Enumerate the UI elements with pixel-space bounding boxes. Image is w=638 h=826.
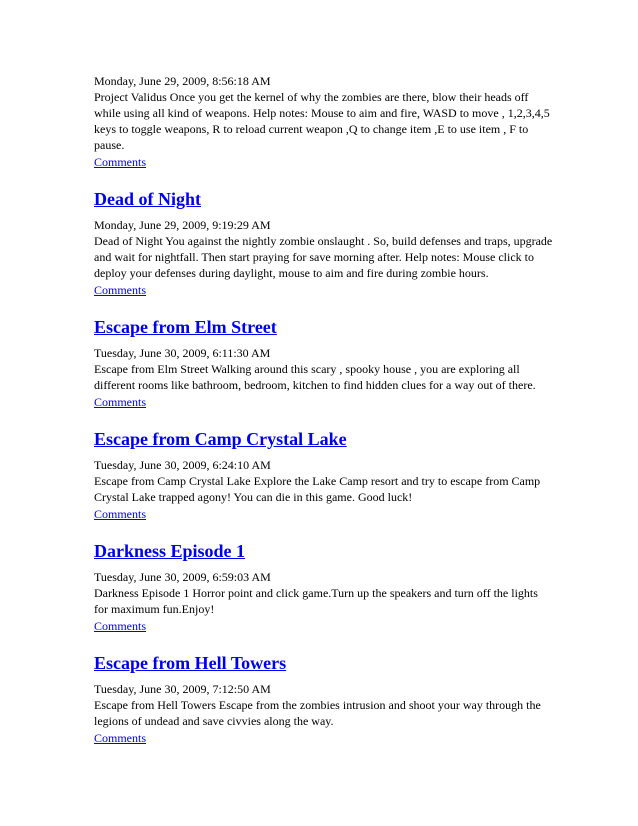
comments-link[interactable]: Comments — [94, 155, 147, 169]
comments-link[interactable]: Comments — [94, 395, 147, 409]
post-escape-from-camp-crystal-lake — [94, 428, 554, 523]
post-escape-from-hell-towers — [94, 652, 554, 747]
post-title-link[interactable]: Escape from Elm Street — [94, 317, 277, 337]
post-dead-of-night — [94, 188, 554, 299]
post-timestamp: Tuesday, June 30, 2009, 7:12:50 AM — [94, 682, 271, 696]
post-description: Project Validus Once you get the kernel of why the zombies are there, blow their heads off while using all kind of weapons. Help notes: Mouse to aim and fire, WASD to move , 1,2,3,4,5 keys to toggle weapons, R to reload current weapon ,Q to change item ,E to use item , F to pause. — [94, 90, 550, 152]
post-title-link[interactable]: Escape from Hell Towers — [94, 653, 287, 673]
post-title-link[interactable]: Escape from Camp Crystal Lake — [94, 429, 347, 449]
post-timestamp: Tuesday, June 30, 2009, 6:11:30 AM — [94, 346, 271, 360]
comments-link[interactable]: Comments — [94, 731, 147, 745]
blog-page — [94, 73, 554, 747]
post-intro — [94, 73, 554, 171]
comments-link[interactable]: Comments — [94, 283, 147, 297]
post-timestamp: Monday, June 29, 2009, 9:19:29 AM — [94, 218, 271, 232]
post-description: Escape from Elm Street Walking around this scary , spooky house , you are exploring all different rooms like bathroom, bedroom, kitchen to find hidden clues for a way out of there. — [94, 362, 536, 392]
post-escape-from-elm-street — [94, 316, 554, 411]
post-darkness-episode-1 — [94, 540, 554, 635]
post-description: Dead of Night You against the nightly zombie onslaught . So, build defenses and traps, upgrade and wait for nightfall. Then start praying for save morning after. Help notes: Mouse click to deploy your defenses during daylight, mouse to aim and fire during zombie hours. — [94, 234, 553, 280]
post-title-link[interactable]: Dead of Night — [94, 189, 201, 209]
post-description: Darkness Episode 1 Horror point and click game.Turn up the speakers and turn off the lights for maximum fun.Enjoy! — [94, 586, 538, 616]
post-timestamp: Tuesday, June 30, 2009, 6:24:10 AM — [94, 458, 271, 472]
post-description: Escape from Hell Towers Escape from the zombies intrusion and shoot your way through the legions of undead and save civvies along the way. — [94, 698, 541, 728]
post-timestamp: Monday, June 29, 2009, 8:56:18 AM — [94, 74, 271, 88]
comments-link[interactable]: Comments — [94, 619, 147, 633]
post-description: Escape from Camp Crystal Lake Explore the Lake Camp resort and try to escape from Camp Crystal Lake trapped agony! You can die in this game. Good luck! — [94, 474, 541, 504]
comments-link[interactable]: Comments — [94, 507, 147, 521]
post-title-link[interactable]: Darkness Episode 1 — [94, 541, 246, 561]
post-timestamp: Tuesday, June 30, 2009, 6:59:03 AM — [94, 570, 271, 584]
